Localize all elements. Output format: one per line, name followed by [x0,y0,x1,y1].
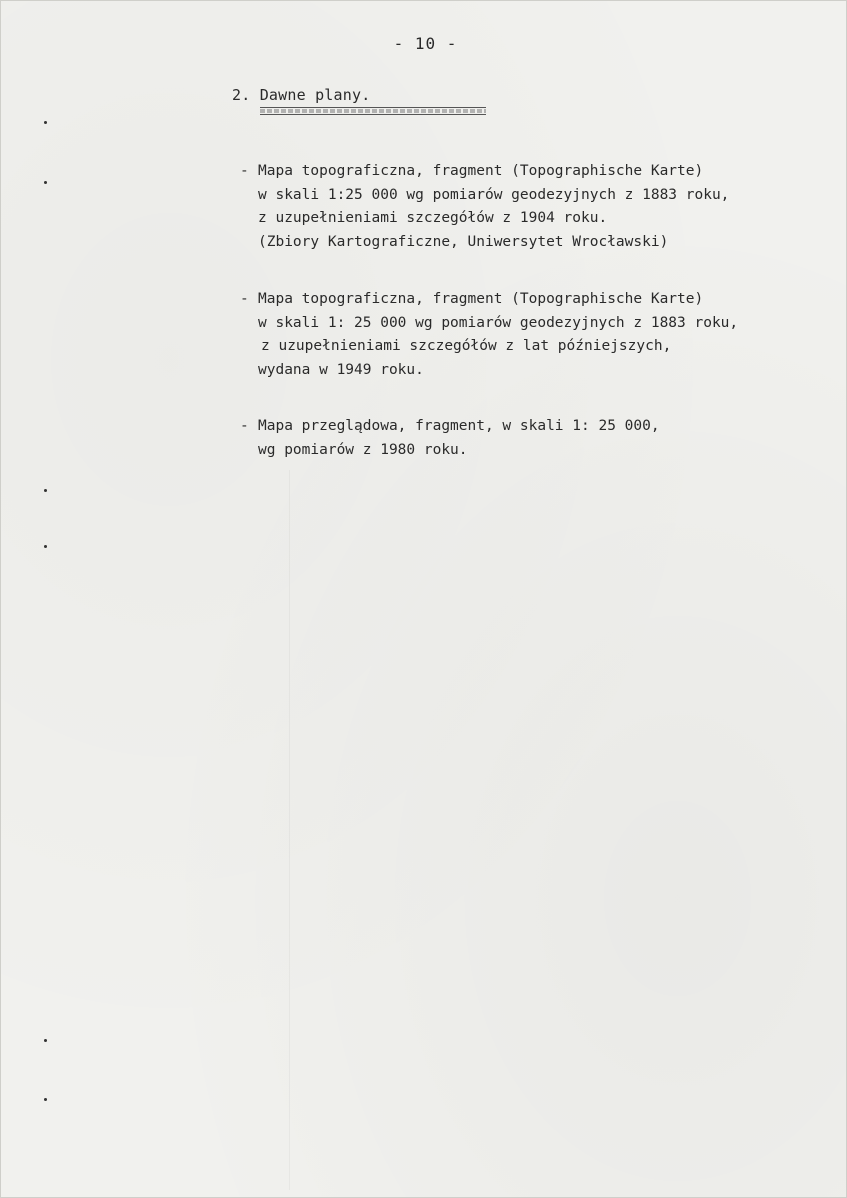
list-item-line: wg pomiarów z 1980 roku. [258,441,468,458]
list-bullet: - [240,163,249,179]
list-item-line: Mapa topograficzna, fragment (Topographische Karte) [258,291,704,307]
list-item-line: w skali 1:25 000 wg pomiarów geodezyjnych z 1883 roku, [258,186,730,203]
margin-mark [44,1039,47,1042]
paper-crease [289,470,290,1190]
margin-mark [44,121,47,124]
list-item-line: wydana w 1949 roku. [258,361,424,378]
list-bullet: - [240,291,249,307]
list-item-line: (Zbiory Kartograficzne, Uniwersytet Wrocławski) [258,233,669,250]
heading-underline [260,107,486,115]
list-item-line: w skali 1: 25 000 wg pomiarów geodezyjnych z 1883 roku, [258,314,739,331]
list-item-text [258,160,729,254]
list-item-line: z uzupełnieniami szczegółów z 1904 roku. [258,210,608,226]
margin-mark [44,1098,47,1101]
margin-mark [44,545,47,548]
list-bullet: - [240,418,249,434]
page-number: - 10 - [393,34,458,53]
list-item-line: z uzupełnieniami szczegółów z lat późniejszych, [261,338,672,354]
margin-mark [44,181,47,184]
margin-mark [44,489,47,492]
list-item-line: Mapa przeglądowa, fragment, w skali 1: 25 000, [258,418,660,434]
list-item-text [258,288,738,382]
list-item-text [258,415,660,462]
section-heading: 2. Dawne plany. [232,86,371,104]
list-item-line: Mapa topograficzna, fragment (Topographische Karte) [258,163,704,179]
